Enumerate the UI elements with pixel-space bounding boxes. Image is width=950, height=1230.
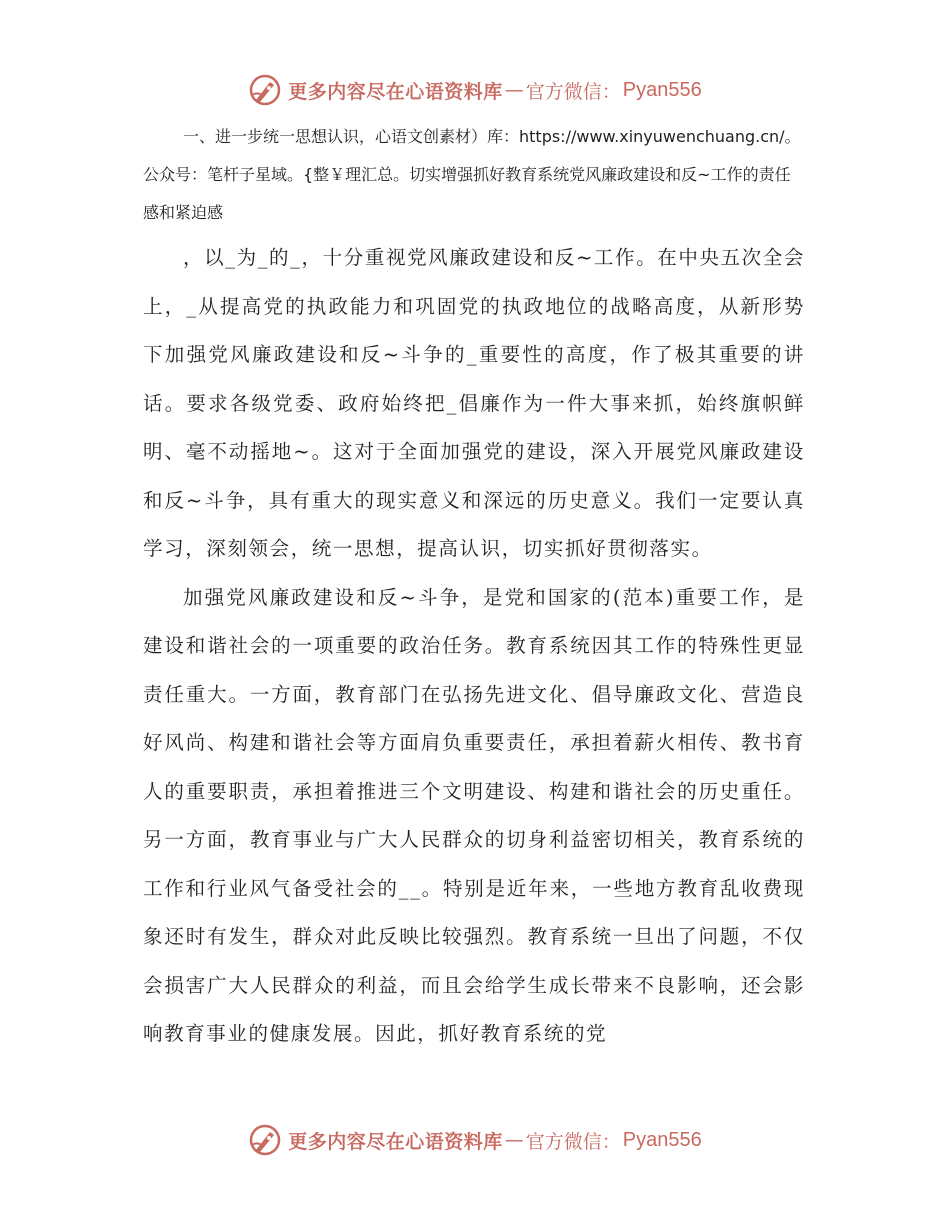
banner-wechat-id: Pyan556 [622, 78, 702, 101]
banner-wechat-label: 官方微信： [525, 1130, 621, 1153]
banner-title: 更多内容尽在心语资料库 [288, 1130, 503, 1153]
document-body [143, 118, 805, 1059]
banner-separator: — [504, 79, 524, 101]
body-paragraph-1: ，以_为_的_，十分重视党风廉政建设和反~工作。在中央五次全会上，_从提高党的执政能力和巩固党的执政地位的战略高度，从新形势下加强党风廉政建设和反~斗争的_重要性的高度，作了极其重要的讲话。要求各级党委、政府始终把_倡廉作为一件大事来抓，始终旗帜鲜明、毫不动摇地~。这对于全面加强党的建设，深入开展党风廉政建设和反~斗争，具有重大的现实意义和深远的历史意义。我们一定要认真学习，深刻领会，统一思想，提高认识，切实抓好贯彻落实。 [143, 246, 805, 560]
banner-title: 更多内容尽在心语资料库 [288, 80, 503, 103]
header-banner [0, 70, 950, 110]
intro-paragraph: 一、进一步统一思想认识，心语文创素材）库：https://www.xinyuwenchuang.cn/。公众号：笔杆子星域。{整￥理汇总。切实增强抓好教育系统党风廉政建设和反~工作的责任感和紧迫感 [143, 127, 801, 222]
banner-wechat-id: Pyan556 [622, 1128, 702, 1151]
footer-banner [0, 1120, 950, 1160]
banner-separator: — [504, 1129, 524, 1151]
banner-wechat-label: 官方微信： [525, 80, 621, 103]
fountain-pen-logo-icon [248, 1123, 282, 1157]
fountain-pen-logo-icon [248, 73, 282, 107]
body-paragraph-2: 加强党风廉政建设和反~斗争，是党和国家的(范本)重要工作，是建设和谐社会的一项重要的政治任务。教育系统因其工作的特殊性更显责任重大。一方面，教育部门在弘扬先进文化、倡导廉政文化、营造良好风尚、构建和谐社会等方面肩负重要责任，承担着薪火相传、教书育人的重要职责，承担着推进三个文明建设、构建和谐社会的历史重任。另一方面，教育事业与广大人民群众的切身利益密切相关，教育系统的工作和行业风气备受社会的__。特别是近年来，一些地方教育乱收费现象还时有发生，群众对此反映比较强烈。教育系统一旦出了问题，不仅会损害广大人民群众的利益，而且会给学生成长带来不良影响，还会影响教育事业的健康发展。因此，抓好教育系统的党 [143, 585, 805, 1045]
